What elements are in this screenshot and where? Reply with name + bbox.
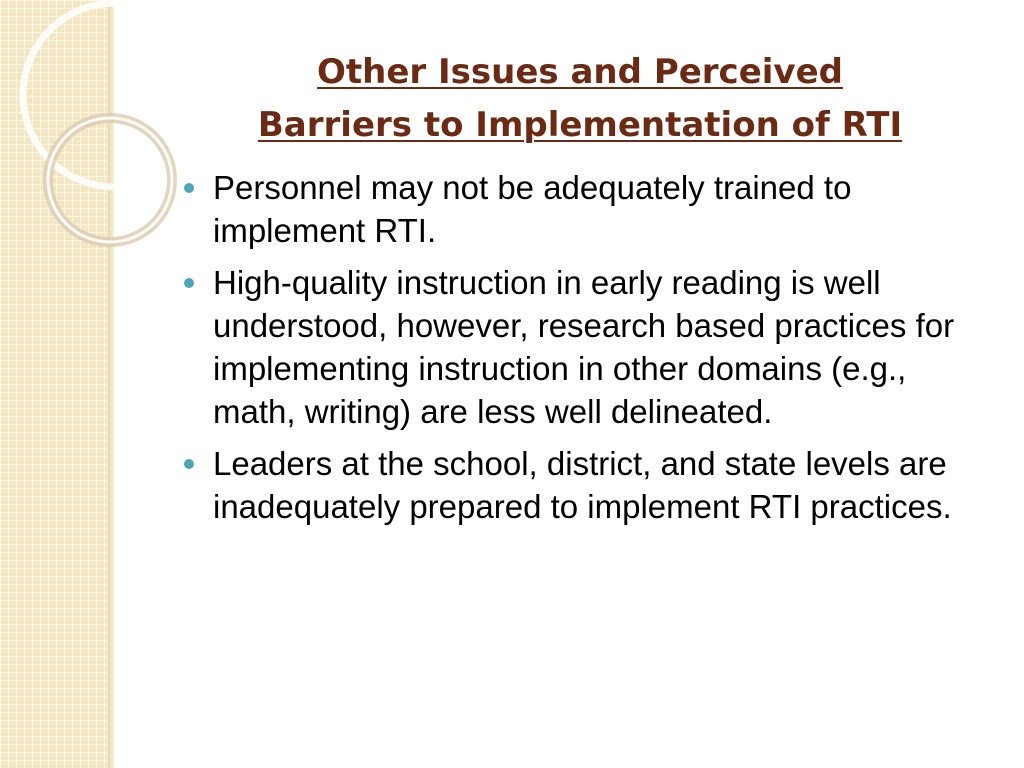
- bullet-dot-icon: [184, 183, 194, 193]
- bullet-text: Leaders at the school, district, and state levels are inadequately prepared to implement RTI practices.: [213, 445, 952, 525]
- bullet-text: High-quality instruction in early reading is well understood, however, research based practices for implementing instruction in other domains (e.g., math, writing) are less well delineated.: [213, 264, 955, 430]
- bullet-list: [182, 166, 994, 537]
- bullet-dot-icon: [184, 459, 194, 469]
- bullet-item: [182, 166, 994, 252]
- bullet-text: Personnel may not be adequately trained to implement RTI.: [213, 169, 852, 249]
- bullet-dot-icon: [184, 278, 194, 288]
- slide-title-line2: Barriers to Implementation of RTI: [257, 105, 903, 145]
- slide-title: [150, 46, 1010, 152]
- slide-title-line1: Other Issues and Perceived: [317, 52, 843, 92]
- bullet-item: [182, 442, 994, 528]
- bullet-item: [182, 261, 994, 433]
